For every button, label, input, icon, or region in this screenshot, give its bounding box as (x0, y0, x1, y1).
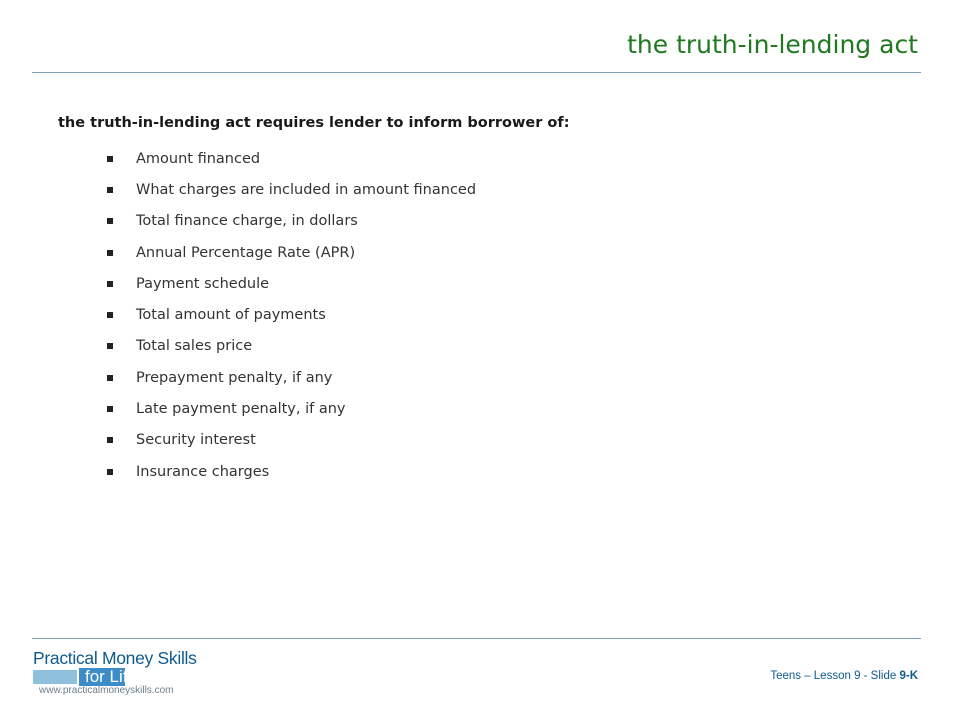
list-item-label: What charges are included in amount financed (136, 181, 477, 198)
square-bullet-icon (107, 375, 113, 381)
list-item-label: Total finance charge, in dollars (136, 213, 358, 230)
square-bullet-icon (107, 218, 113, 224)
square-bullet-icon (107, 281, 113, 287)
intro-heading: the truth-in-lending act requires lender to inform borrower of: (58, 115, 570, 131)
square-bullet-icon (107, 406, 113, 412)
title-divider (32, 72, 921, 73)
list-item (104, 206, 476, 237)
logo-subtitle: for Life (85, 667, 137, 686)
square-bullet-icon (107, 437, 113, 443)
list-item (104, 237, 476, 268)
logo-title: Practical Money Skills (33, 648, 197, 668)
list-item (104, 362, 476, 393)
square-bullet-icon (107, 156, 113, 162)
list-item-label: Total amount of payments (136, 307, 326, 324)
square-bullet-icon (107, 187, 113, 193)
list-item (104, 456, 476, 487)
list-item-label: Security interest (136, 432, 256, 449)
list-item (104, 425, 476, 456)
list-item (104, 299, 476, 330)
list-item-label: Late payment penalty, if any (136, 401, 346, 418)
list-item-label: Amount financed (136, 150, 261, 167)
list-item (104, 143, 476, 174)
logo-url: www.practicalmoneyskills.com (39, 685, 174, 696)
list-item (104, 393, 476, 424)
list-item-label: Insurance charges (136, 463, 270, 480)
list-item (104, 331, 476, 362)
list-item-label: Prepayment penalty, if any (136, 369, 333, 386)
logo-light-bar (33, 670, 77, 684)
slide-number: 9-K (899, 670, 918, 682)
square-bullet-icon (107, 312, 113, 318)
list-item-label: Total sales price (136, 338, 253, 355)
brand-logo (33, 648, 203, 696)
square-bullet-icon (107, 343, 113, 349)
list-item (104, 268, 476, 299)
list-item-label: Payment schedule (136, 275, 270, 292)
list-item-label: Annual Percentage Rate (APR) (136, 244, 356, 261)
bullet-list (104, 143, 476, 487)
list-item (104, 174, 476, 205)
slide-title: the truth-in-lending act (627, 30, 918, 59)
square-bullet-icon (107, 469, 113, 475)
footer-lesson-label: Teens – Lesson 9 - Slide (770, 670, 897, 682)
footer-divider (32, 638, 921, 639)
square-bullet-icon (107, 250, 113, 256)
slide-footer (770, 670, 918, 682)
